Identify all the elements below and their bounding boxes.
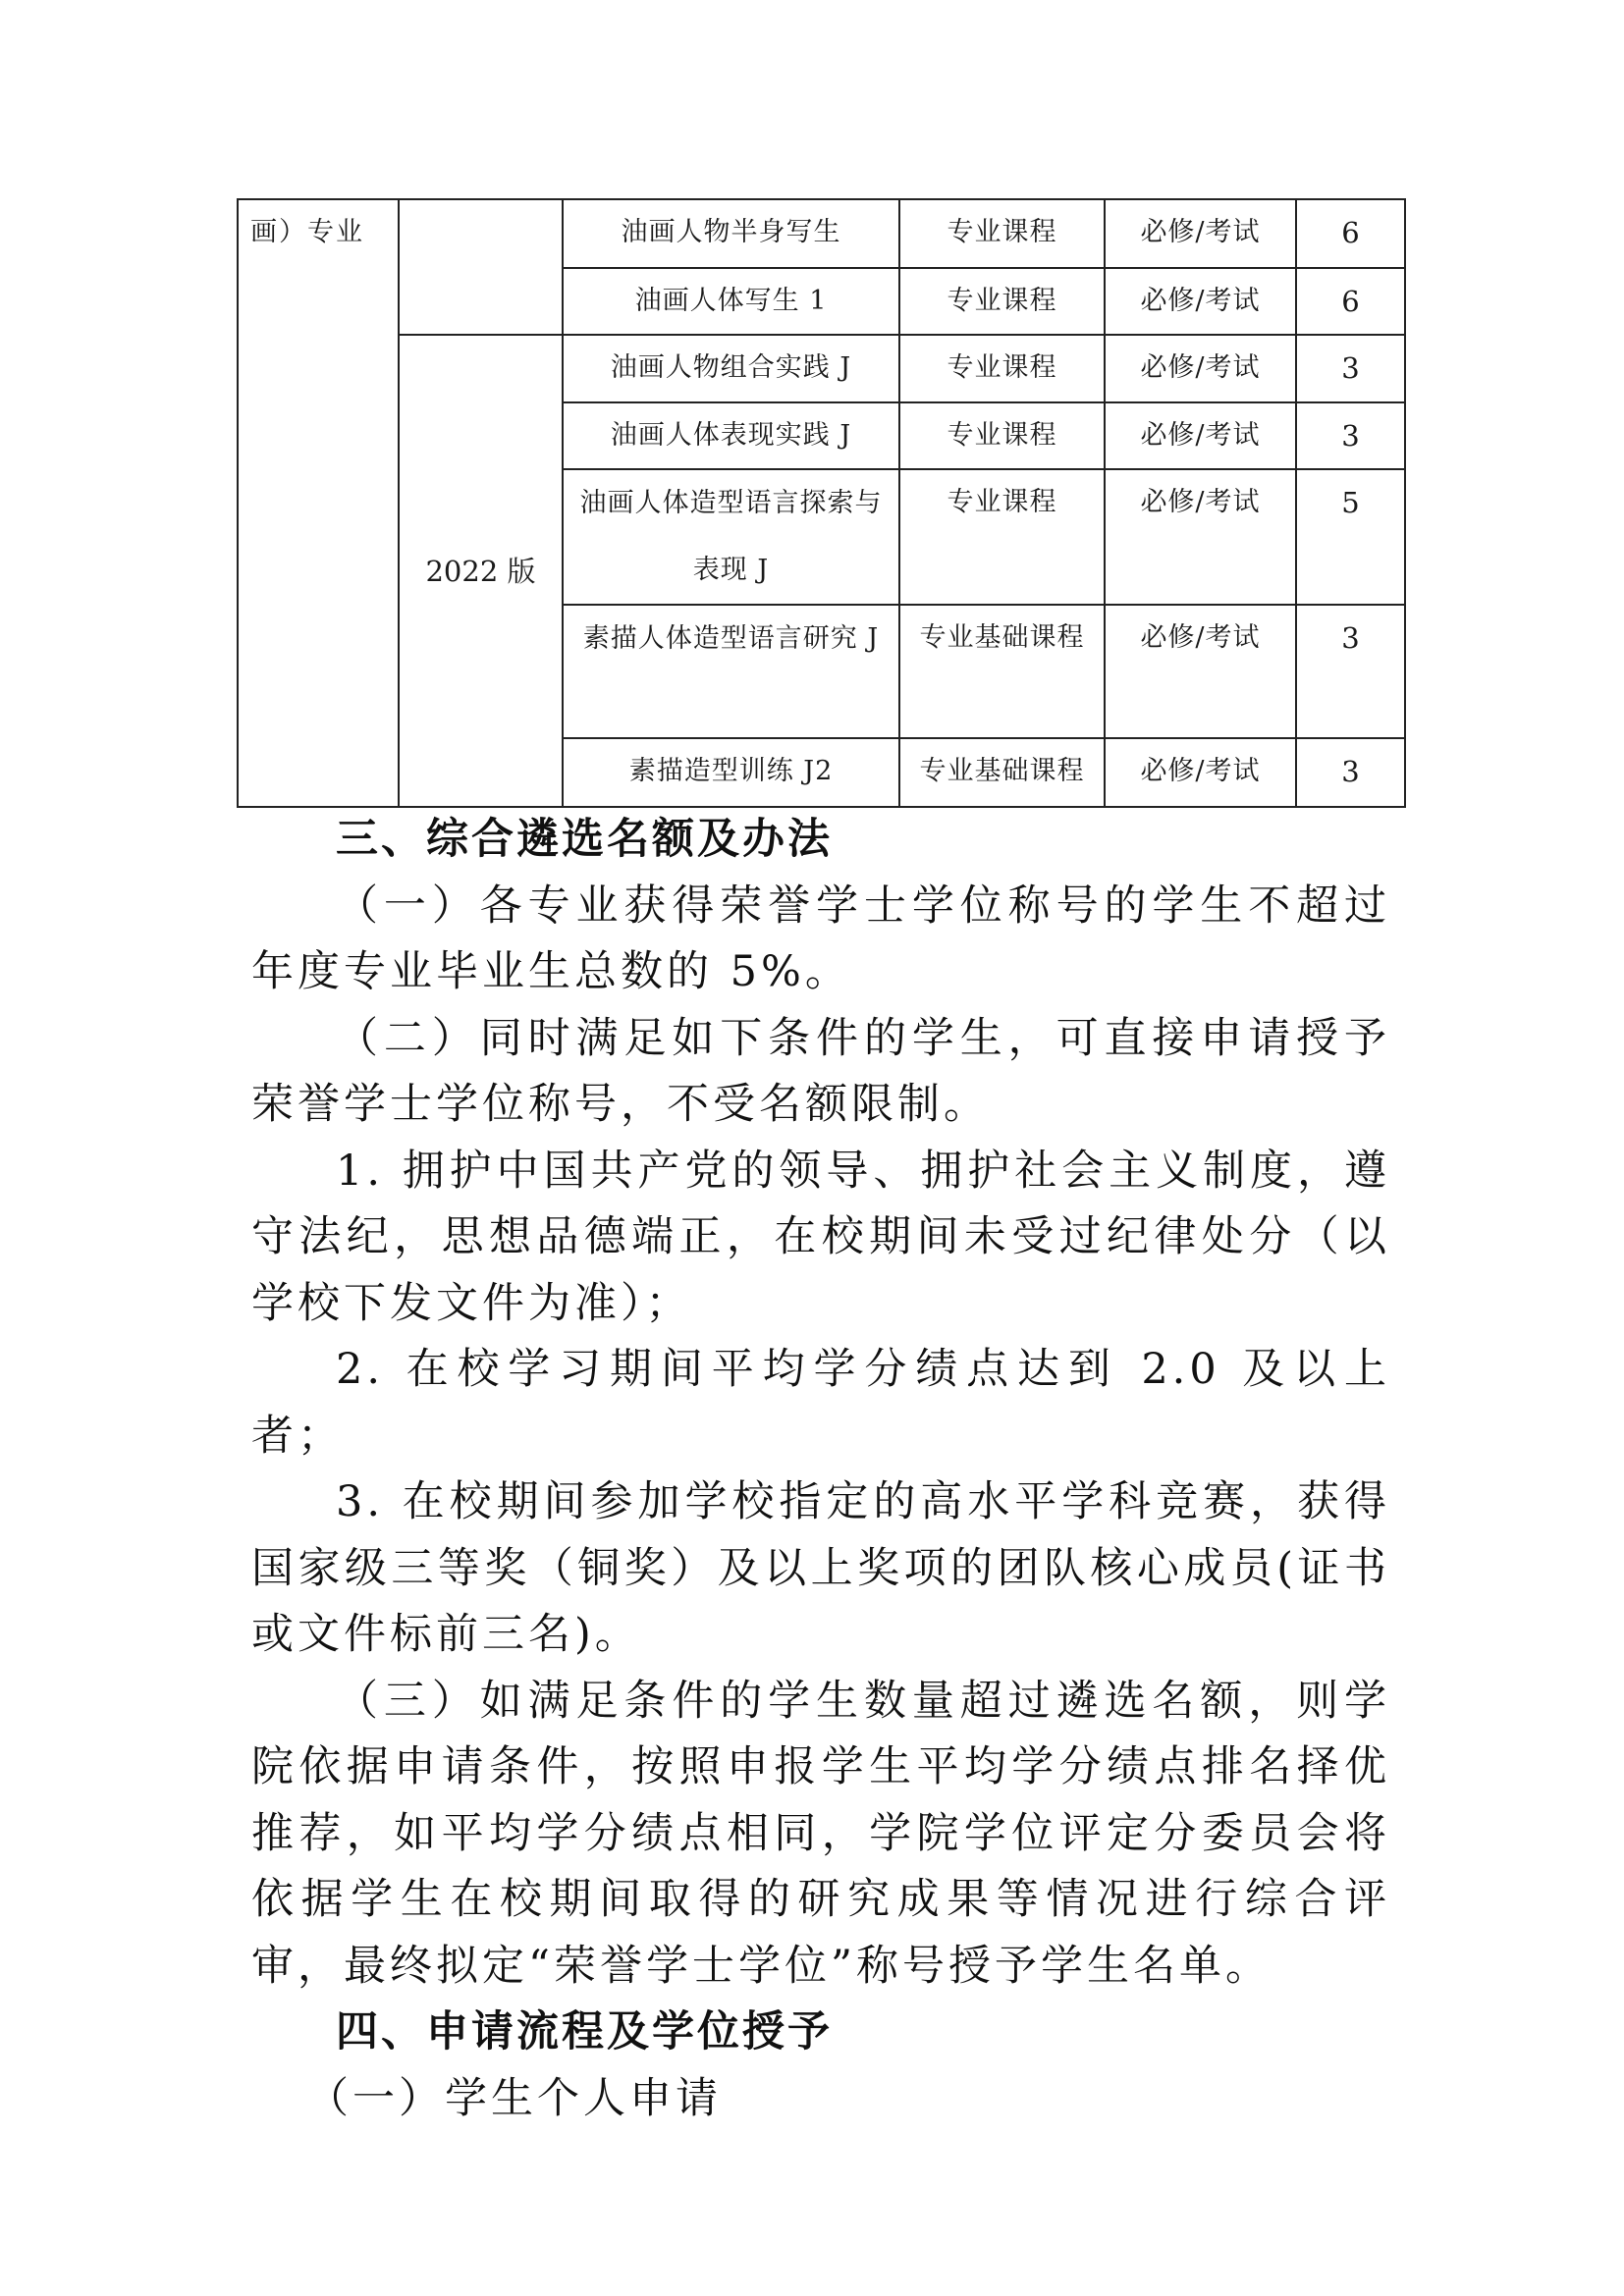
course-requirement: 必修/考试: [1105, 268, 1296, 335]
course-type: 专业课程: [899, 268, 1105, 335]
course-type: 专业基础课程: [899, 605, 1105, 738]
course-credit: 3: [1296, 402, 1405, 469]
course-credit: 6: [1296, 199, 1405, 268]
course-requirement: 必修/考试: [1105, 605, 1296, 738]
course-credit: 3: [1296, 738, 1405, 807]
course-name: 油画人物半身写生: [563, 199, 899, 268]
course-type: 专业课程: [899, 469, 1105, 605]
course-credit: 6: [1296, 268, 1405, 335]
course-type: 专业课程: [899, 335, 1105, 402]
course-type: 专业课程: [899, 402, 1105, 469]
course-credit: 3: [1296, 605, 1405, 738]
paragraph-application: （一）学生个人申请: [306, 2073, 722, 2123]
course-credit: 3: [1296, 335, 1405, 402]
condition-item-1: 1. 拥护中国共产党的领导、拥护社会主义制度，遵守法纪，思想品德端正，在校期间未受过纪律处分（以学校下发文件为准）；: [251, 1146, 1390, 1328]
version-cell-empty: [399, 199, 563, 335]
paragraph-conditions: （二）同时满足如下条件的学生，可直接申请授予荣誉学士学位称号，不受名额限制。: [251, 1013, 1390, 1129]
table-row: [238, 335, 1405, 402]
document-body: [251, 807, 1390, 2132]
paragraph-quota: （一）各专业获得荣誉学士学位称号的学生不超过年度专业毕业生总数的 5%。: [251, 881, 1390, 996]
course-requirement: 必修/考试: [1105, 469, 1296, 605]
course-name: 油画人体造型语言探索与表现 J: [563, 469, 899, 605]
course-requirement: 必修/考试: [1105, 199, 1296, 268]
course-name: 油画人体表现实践 J: [563, 402, 899, 469]
course-requirement: 必修/考试: [1105, 402, 1296, 469]
course-requirement: 必修/考试: [1105, 335, 1296, 402]
condition-item-2: 2. 在校学习期间平均学分绩点达到 2.0 及以上者；: [251, 1345, 1390, 1461]
section-heading-3: 三、综合遴选名额及办法: [336, 815, 833, 864]
course-table: [237, 198, 1406, 808]
course-requirement: 必修/考试: [1105, 738, 1296, 807]
course-type: 专业课程: [899, 199, 1105, 268]
course-name: 素描人体造型语言研究 J: [563, 605, 899, 738]
table-row: [238, 199, 1405, 268]
course-credit: 5: [1296, 469, 1405, 605]
version-cell: 2022 版: [399, 335, 563, 807]
condition-item-3: 3. 在校期间参加学校指定的高水平学科竞赛，获得国家级三等奖（铜奖）及以上奖项的团队核心成员(证书或文件标前三名)。: [251, 1477, 1390, 1659]
course-type: 专业基础课程: [899, 738, 1105, 807]
major-cell: 画）专业: [238, 199, 399, 807]
course-name: 油画人物组合实践 J: [563, 335, 899, 402]
course-name: 油画人体写生 1: [563, 268, 899, 335]
paragraph-selection: （三）如满足条件的学生数量超过遴选名额，则学院依据申请条件，按照申报学生平均学分绩点排名择优推荐，如平均学分绩点相同，学院学位评定分委员会将依据学生在校期间取得的研究成果等情况进行综合评审，最终拟定“荣誉学士学位”称号授予学生名单。: [251, 1676, 1390, 1991]
section-heading-4: 四、申请流程及学位授予: [336, 2007, 833, 2056]
course-name: 素描造型训练 J2: [563, 738, 899, 807]
